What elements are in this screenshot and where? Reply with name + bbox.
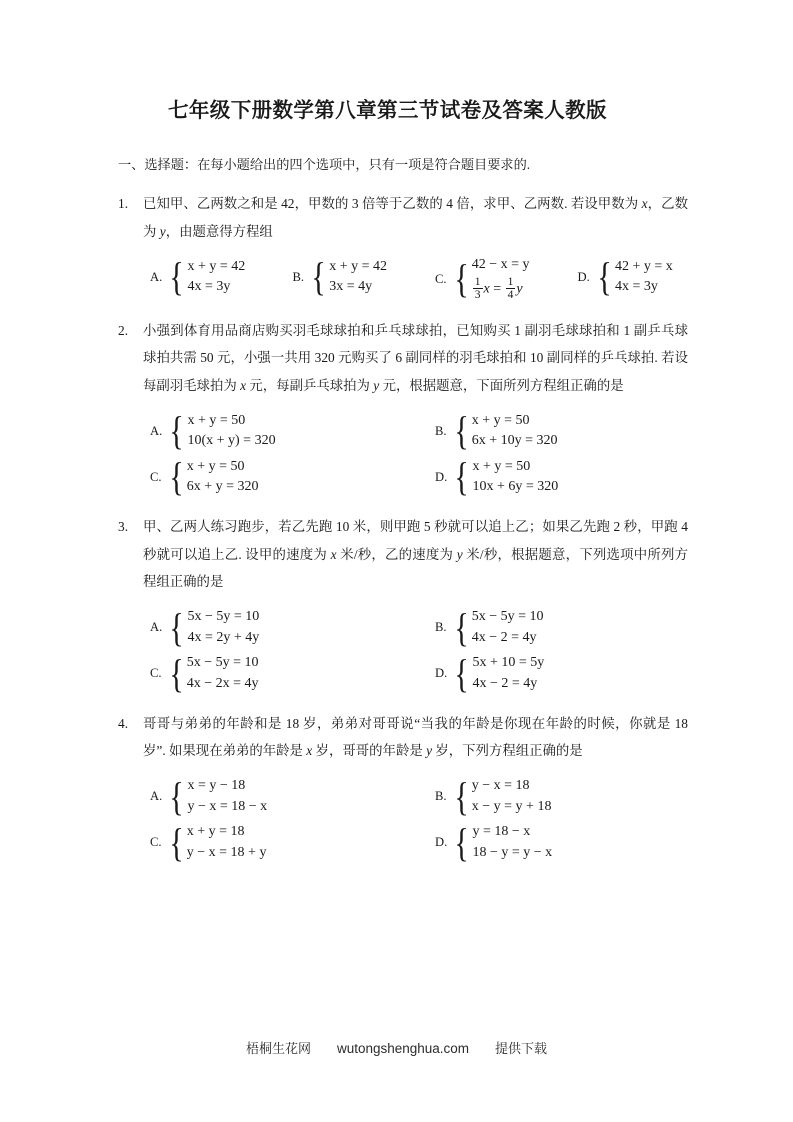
variable: y	[516, 281, 523, 297]
equations	[472, 255, 530, 302]
left-brace-icon: {	[169, 604, 185, 650]
option-row	[118, 821, 688, 865]
option-label: D.	[435, 835, 448, 850]
left-brace-icon: {	[453, 604, 469, 650]
left-brace-icon: {	[597, 254, 612, 300]
equation: y − x = 18 + y	[186, 844, 267, 860]
equation: 4x − 2 = 4y	[471, 629, 537, 645]
option-label: B.	[435, 423, 447, 438]
q2-var-y: y	[373, 377, 380, 393]
left-brace-icon: {	[169, 254, 185, 300]
footer-site-name: 梧桐生花网	[245, 1041, 311, 1056]
question-4-option-c[interactable]	[118, 821, 403, 865]
equation: 5x − 5y = 10	[471, 608, 544, 624]
question-3-body	[118, 513, 688, 595]
question-1-number: 1.	[118, 196, 129, 212]
equation: 3x = 4y	[329, 279, 373, 295]
numerator: 1	[507, 275, 514, 288]
left-brace-icon: {	[454, 819, 470, 865]
left-brace-icon: {	[169, 773, 185, 819]
equation: 4x − 2 = 4y	[472, 675, 538, 691]
option-row	[118, 775, 688, 819]
equation: y − x = 18 − x	[187, 798, 268, 814]
q2-text-part-1: 小强到体育用品商店购买羽毛球球拍和乒乓球球拍，已知购买 1 副羽毛球球拍和 1 副乒乓球球拍共需 50 元，小强一共用 320 元购买了 6 副同样的羽毛球拍和 10 副同样的乒乓球拍. 若设每副羽毛球拍为	[143, 322, 688, 393]
equation: 5x − 5y = 10	[187, 608, 260, 624]
option-label: C.	[150, 469, 162, 484]
equation: x + y = 50	[472, 458, 531, 474]
equation-fraction	[472, 276, 530, 303]
equation: 18 − y = y − x	[472, 844, 553, 860]
equations	[187, 776, 267, 817]
equation-system	[452, 819, 553, 865]
q3-var-x: x	[330, 546, 337, 562]
equation: 6x + y = 320	[186, 479, 259, 495]
option-label: B.	[292, 269, 305, 284]
section-intro: 一、选择题：在每小题给出的四个选项中，只有一项是符合题目要求的.	[118, 156, 531, 172]
footer-note: 提供下载	[495, 1041, 548, 1056]
equation-system	[452, 454, 559, 500]
q3-text-part-3: 米/秒，根据题意，下列选项中所列方程组正确的是	[143, 546, 688, 590]
question-2	[118, 317, 688, 499]
fraction	[506, 276, 516, 303]
equation: 10(x + y) = 320	[187, 433, 276, 449]
left-brace-icon: {	[168, 819, 184, 865]
question-3-number: 3.	[118, 519, 129, 535]
question-4-text	[143, 710, 688, 765]
question-4-body	[118, 710, 688, 765]
q2-var-x: x	[240, 377, 247, 393]
left-brace-icon: {	[169, 408, 185, 454]
question-2-option-a[interactable]	[118, 409, 403, 453]
left-brace-icon: {	[311, 254, 326, 300]
equation: x + y = 42	[329, 258, 388, 274]
equations	[472, 776, 552, 817]
equation: y = 18 − x	[472, 823, 531, 839]
option-label: A.	[150, 269, 163, 284]
equation-system	[167, 773, 268, 819]
denominator: 4	[507, 289, 514, 302]
equation: 42 − x = y	[471, 257, 530, 273]
equations	[472, 457, 558, 498]
footer-site-url: wutongshenghua.com	[336, 1041, 470, 1056]
question-2-text	[143, 317, 688, 399]
q4-var-y: y	[426, 743, 433, 759]
equation: 4x = 3y	[614, 279, 658, 295]
left-brace-icon: {	[454, 454, 470, 500]
q1-text-part-3: ，由题意得方程组	[165, 223, 273, 239]
option-label: B.	[435, 789, 447, 804]
equation-system	[167, 604, 260, 650]
question-1-text	[143, 190, 688, 245]
option-label: C.	[435, 271, 447, 286]
equations	[187, 257, 245, 298]
equation: x + y = 50	[471, 412, 530, 428]
question-2-number: 2.	[118, 322, 129, 338]
option-label: A.	[150, 620, 163, 635]
left-brace-icon: {	[453, 408, 469, 454]
option-label: D.	[435, 666, 448, 681]
question-1-option-b[interactable]	[261, 255, 404, 299]
option-label: D.	[435, 469, 448, 484]
equations	[615, 257, 673, 298]
question-3-option-a[interactable]	[118, 606, 403, 650]
equations	[187, 653, 259, 694]
equation-system	[452, 408, 558, 454]
left-brace-icon: {	[454, 650, 470, 696]
page-title: 七年级下册数学第八章第三节试卷及答案人教版	[168, 100, 607, 122]
q4-var-x: x	[306, 743, 313, 759]
equations	[472, 607, 544, 648]
option-label: A.	[150, 789, 163, 804]
equation: x = y − 18	[187, 777, 246, 793]
option-row	[118, 606, 688, 650]
equations	[187, 822, 267, 863]
question-3	[118, 513, 688, 695]
option-row	[118, 409, 688, 453]
left-brace-icon: {	[168, 650, 184, 696]
equation: 4x = 2y + 4y	[187, 629, 260, 645]
equations	[472, 411, 558, 452]
equation-system	[452, 650, 545, 696]
equation: 5x − 5y = 10	[186, 654, 259, 670]
numerator: 1	[474, 275, 481, 288]
equation-system	[167, 819, 267, 865]
left-brace-icon: {	[453, 773, 469, 819]
q2-text-part-3: 元，根据题意，下面所列方程组正确的是	[379, 377, 624, 393]
equations	[187, 411, 275, 452]
option-label: A.	[150, 423, 163, 438]
option-row	[118, 255, 688, 302]
option-row	[118, 652, 688, 696]
equals-sign: =	[493, 281, 502, 297]
left-brace-icon: {	[168, 454, 184, 500]
question-2-option-c[interactable]	[118, 455, 403, 499]
q4-text-part-1: 哥哥与弟弟的年龄和是 18 岁，弟弟对哥哥说“当我的年龄是你现在年龄的时候，你就是 18 岁”. 如果现在弟弟的年龄是	[143, 715, 688, 759]
question-4-option-b[interactable]	[403, 775, 688, 819]
q1-text-part-2: ，乙数为	[143, 196, 688, 239]
equations	[472, 822, 552, 863]
question-4-option-a[interactable]	[118, 775, 403, 819]
equations	[187, 607, 259, 648]
equation: x + y = 50	[186, 458, 245, 474]
q4-text-part-3: 岁，下列方程组正确的是	[432, 743, 583, 759]
question-2-options	[118, 409, 688, 499]
q4-text-part-2: 岁，哥哥的年龄是	[312, 743, 427, 759]
denominator: 3	[474, 289, 481, 302]
question-4-number: 4.	[118, 715, 129, 731]
equation-system	[452, 773, 552, 819]
equation-system	[167, 254, 246, 300]
equation-system	[309, 254, 388, 300]
equation: x + y = 50	[187, 412, 246, 428]
option-row	[118, 455, 688, 499]
variable: x	[483, 281, 490, 297]
left-brace-icon: {	[453, 256, 469, 302]
question-1-option-a[interactable]	[118, 255, 261, 299]
question-2-option-b[interactable]	[403, 409, 688, 453]
q3-var-y: y	[456, 546, 463, 562]
equation: 4x = 3y	[187, 279, 231, 295]
page-footer	[0, 1038, 793, 1057]
equation-system	[167, 650, 259, 696]
q1-text-part-1: 已知甲、乙两数之和是 42，甲数的 3 倍等于乙数的 4 倍，求甲、乙两数. 若设甲数为	[143, 196, 642, 212]
equation-system	[167, 408, 276, 454]
equation: 4x − 2x = 4y	[186, 675, 259, 691]
question-1	[118, 190, 688, 302]
question-1-option-c[interactable]	[403, 255, 546, 302]
question-4	[118, 710, 688, 865]
equations	[187, 457, 259, 498]
question-3-text	[143, 513, 688, 595]
equation: 42 + y = x	[614, 258, 673, 274]
question-2-option-d[interactable]	[403, 455, 688, 499]
equation: y − x = 18	[471, 777, 530, 793]
question-3-options	[118, 606, 688, 696]
q1-var-y: y	[159, 223, 166, 239]
equation: 6x + 10y = 320	[471, 433, 558, 449]
equation: 10x + 6y = 320	[472, 479, 559, 495]
option-label: C.	[150, 666, 162, 681]
equation: x + y = 18	[186, 823, 245, 839]
question-1-option-d[interactable]	[546, 255, 689, 299]
question-3-option-d[interactable]	[403, 652, 688, 696]
q3-text-part-1: 甲、乙两人练习跑步，若乙先跑 10 米，则甲跑 5 秒就可以追上乙；如果乙先跑 2 秒，甲跑 4 秒就可以追上乙. 设甲的速度为	[143, 519, 688, 562]
q1-var-x: x	[641, 196, 648, 212]
question-1-body	[118, 190, 688, 245]
equation-system	[595, 254, 673, 300]
equations	[329, 257, 387, 298]
question-3-option-b[interactable]	[403, 606, 688, 650]
option-label: D.	[577, 269, 590, 284]
equation-system	[167, 454, 259, 500]
option-label: B.	[435, 620, 447, 635]
question-1-options	[118, 255, 688, 302]
equation-system	[452, 255, 530, 302]
q2-text-part-2: 元，每副乒乓球拍为	[246, 377, 374, 393]
document-content	[118, 98, 688, 879]
equation: 5x + 10 = 5y	[472, 654, 545, 670]
equations	[472, 653, 544, 694]
question-4-option-d[interactable]	[403, 821, 688, 865]
q3-text-part-2: 米/秒，乙的速度为	[336, 546, 457, 562]
equation-system	[452, 604, 544, 650]
question-3-option-c[interactable]	[118, 652, 403, 696]
option-label: C.	[150, 835, 162, 850]
fraction	[473, 276, 483, 303]
question-4-options	[118, 775, 688, 865]
equation: x + y = 42	[187, 258, 246, 274]
question-2-body	[118, 317, 688, 399]
equation: x − y = y + 18	[471, 798, 552, 814]
